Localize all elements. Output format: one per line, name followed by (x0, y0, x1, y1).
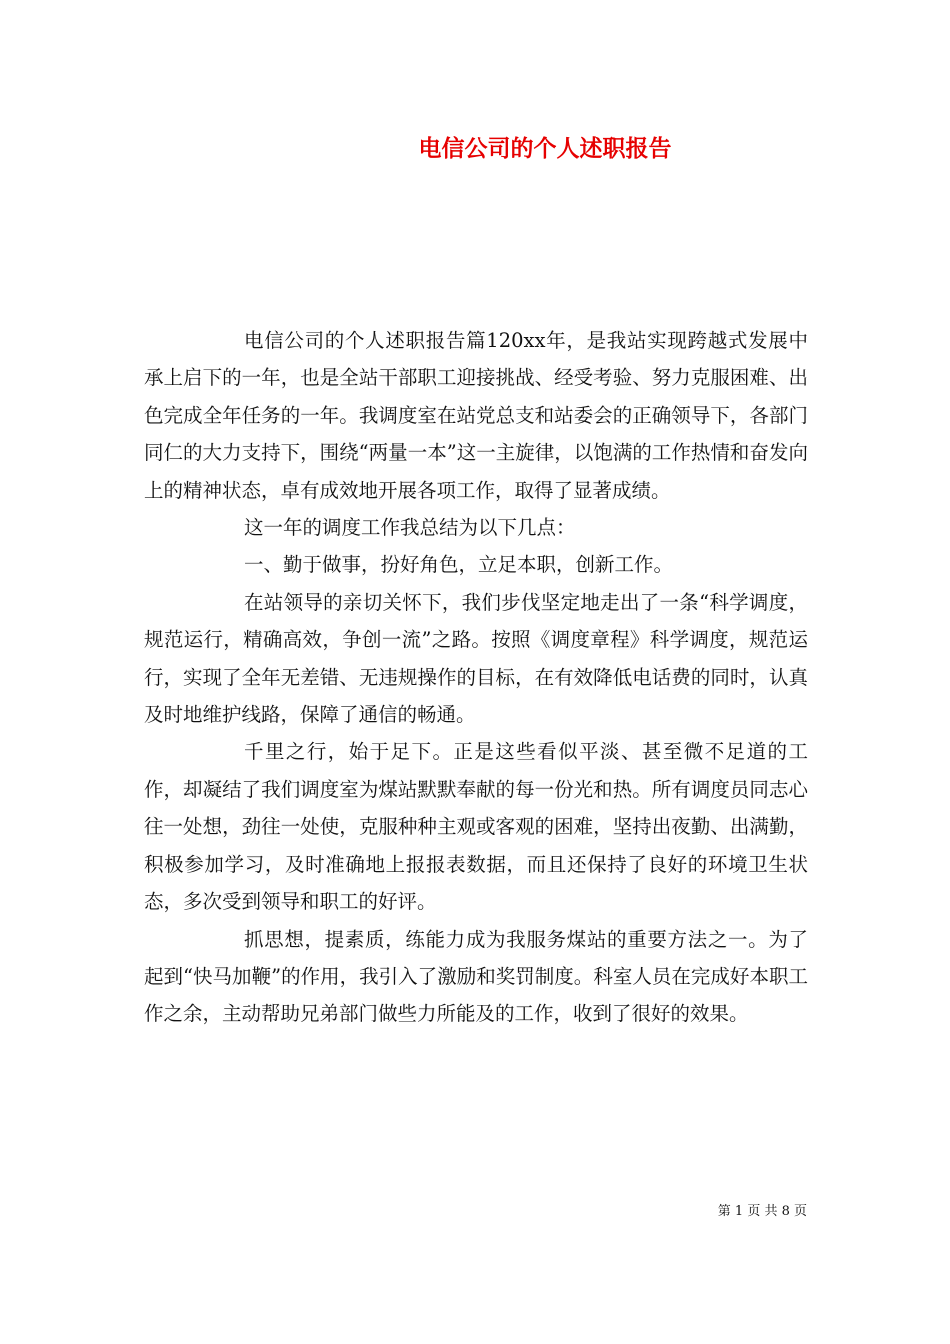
paragraph: 一、勤于做事，扮好角色，立足本职，创新工作。 (244, 553, 674, 577)
paragraph: 这一年的调度工作我总结为以下几点： (244, 516, 576, 540)
paragraph: 电信公司的个人述职报告篇120xx年，是我站实现跨越式发展中承上启下的一年，也是全站干部职工迎接挑战、经受考验、努力克服困难、出色完成全年任务的一年。我调度室在站党总支和站委会的正确领导下，各部门同仁的大力支持下，围绕“两量一本”这一主旋律，以饱满的工作热情和奋发向上的精神状态，卓有成效地开展各项工作，取得了显著成绩。 (144, 329, 808, 502)
document-body (144, 322, 808, 1033)
page-number: 第 1 页 共 8 页 (717, 1204, 807, 1219)
document-title: 电信公司的个人述职报告 (418, 135, 672, 162)
paragraph: 千里之行，始于足下。正是这些看似平淡、甚至微不足道的工作，却凝结了我们调度室为煤站默默奉献的每一份光和热。所有调度员同志心往一处想，劲往一处使，克服种种主观或客观的困难，坚持出夜勤、出满勤，积极参加学习，及时准确地上报报表数据，而且还保持了良好的环境卫生状态，多次受到领导和职工的好评。 (144, 740, 808, 914)
paragraph: 在站领导的亲切关怀下，我们步伐坚定地走出了一条“科学调度，规范运行，精确高效，争创一流”之路。按照《调度章程》科学调度，规范运行，实现了全年无差错、无违规操作的目标，在有效降低电话费的同时，认真及时地维护线路，保障了通信的畅通。 (144, 590, 808, 727)
paragraph: 抓思想，提素质，练能力成为我服务煤站的重要方法之一。为了起到“快马加鞭”的作用，我引入了激励和奖罚制度。科室人员在完成好本职工作之余，主动帮助兄弟部门做些力所能及的工作，收到了很好的效果。 (144, 927, 808, 1026)
